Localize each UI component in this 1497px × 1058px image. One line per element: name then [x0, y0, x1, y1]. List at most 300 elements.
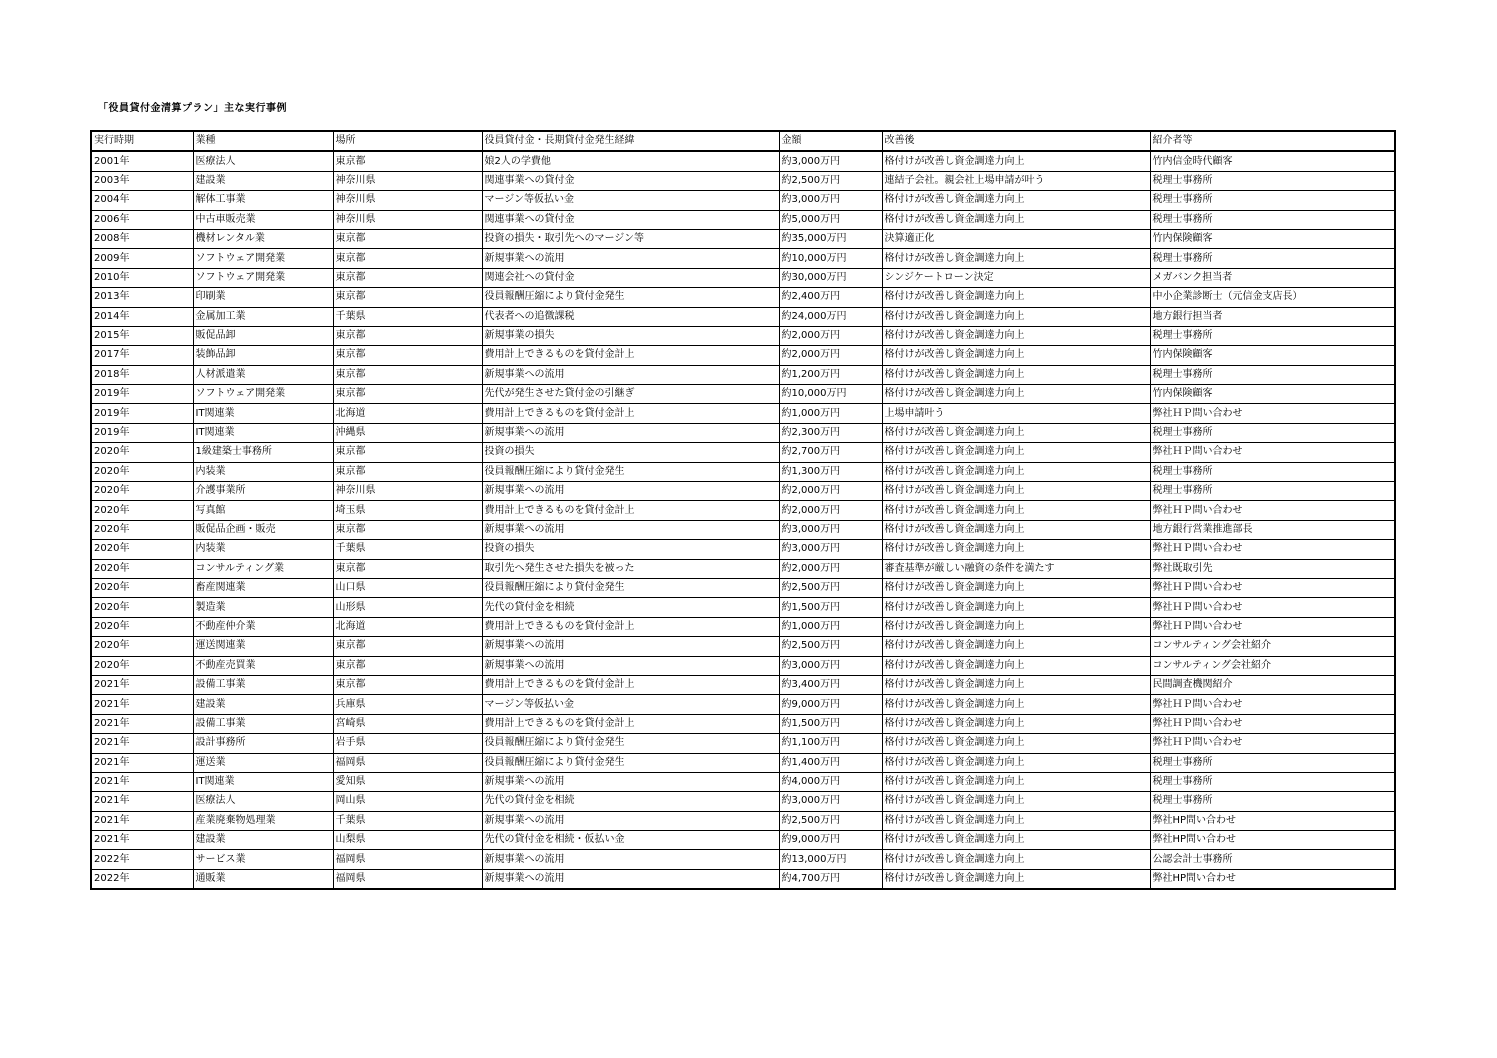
cell-location: 福岡県 — [333, 753, 482, 772]
cell-cause: 新規事業への流用 — [482, 365, 779, 384]
cell-industry: 解体工事業 — [193, 191, 333, 210]
cell-referrer: 弊社ＨＰ問い合わせ — [1150, 501, 1395, 520]
cell-location: 東京都 — [333, 346, 482, 365]
cell-period: 2020年 — [91, 578, 193, 597]
cell-result: 格付けが改善し資金調達力向上 — [882, 850, 1150, 869]
cell-cause: 費用計上できるものを貸付金計上 — [482, 404, 779, 423]
cell-result: 格付けが改善し資金調達力向上 — [882, 695, 1150, 714]
cell-result: 格付けが改善し資金調達力向上 — [882, 423, 1150, 442]
cell-industry: 製造業 — [193, 598, 333, 617]
cell-industry: 建設業 — [193, 695, 333, 714]
cell-cause: 新規事業への流用 — [482, 520, 779, 539]
cell-industry: 装飾品卸 — [193, 346, 333, 365]
table-row — [91, 540, 1395, 559]
cell-cause: 役員報酬圧縮により貸付金発生 — [482, 753, 779, 772]
header-period: 実行時期 — [91, 131, 193, 151]
cell-cause: 先代が発生させた貸付金の引継ぎ — [482, 385, 779, 404]
cell-amount: 約3,000万円 — [779, 191, 882, 210]
table-row — [91, 578, 1395, 597]
cell-location: 東京都 — [333, 675, 482, 694]
cell-period: 2003年 — [91, 171, 193, 190]
cell-result: 連結子会社。親会社上場申請が叶う — [882, 171, 1150, 190]
cell-location: 山口県 — [333, 578, 482, 597]
cell-cause: 投資の損失・取引先へのマージン等 — [482, 229, 779, 248]
cell-industry: 写真館 — [193, 501, 333, 520]
cell-result: 格付けが改善し資金調達力向上 — [882, 811, 1150, 830]
cell-period: 2017年 — [91, 346, 193, 365]
cell-cause: 娘2人の学費他 — [482, 151, 779, 171]
cell-result: 格付けが改善し資金調達力向上 — [882, 578, 1150, 597]
table-row — [91, 772, 1395, 791]
cell-cause: 費用計上できるものを貸付金計上 — [482, 346, 779, 365]
cell-result: 格付けが改善し資金調達力向上 — [882, 598, 1150, 617]
cell-referrer: 税理士事務所 — [1150, 365, 1395, 384]
cell-referrer: 弊社既取引先 — [1150, 559, 1395, 578]
table-row — [91, 734, 1395, 753]
cell-cause: 新規事業への流用 — [482, 811, 779, 830]
cell-cause: 投資の損失 — [482, 443, 779, 462]
cell-location: 兵庫県 — [333, 695, 482, 714]
cell-industry: 不動産仲介業 — [193, 617, 333, 636]
cell-cause: 先代の貸付金を相続 — [482, 792, 779, 811]
cell-period: 2020年 — [91, 443, 193, 462]
table-row — [91, 462, 1395, 481]
cell-result: 格付けが改善し資金調達力向上 — [882, 307, 1150, 326]
cell-cause: 新規事業への流用 — [482, 637, 779, 656]
cell-amount: 約2,300万円 — [779, 423, 882, 442]
table-row — [91, 637, 1395, 656]
cell-location: 東京都 — [333, 520, 482, 539]
cell-result: 格付けが改善し資金調達力向上 — [882, 288, 1150, 307]
cell-industry: 医療法人 — [193, 151, 333, 171]
cell-industry: 通販業 — [193, 869, 333, 889]
table-row — [91, 850, 1395, 869]
cell-cause: 新規事業の損失 — [482, 326, 779, 345]
cell-result: 格付けが改善し資金調達力向上 — [882, 637, 1150, 656]
cell-result: 格付けが改善し資金調達力向上 — [882, 869, 1150, 889]
cell-amount: 約1,000万円 — [779, 617, 882, 636]
cell-amount: 約1,000万円 — [779, 404, 882, 423]
cell-cause: 費用計上できるものを貸付金計上 — [482, 617, 779, 636]
cell-amount: 約30,000万円 — [779, 268, 882, 287]
cell-referrer: 弊社ＨＰ問い合わせ — [1150, 404, 1395, 423]
cell-industry: 運送関連業 — [193, 637, 333, 656]
cell-industry: 人材派遣業 — [193, 365, 333, 384]
cell-referrer: 税理士事務所 — [1150, 249, 1395, 268]
cell-cause: 新規事業への流用 — [482, 249, 779, 268]
cell-result: 上場申請叶う — [882, 404, 1150, 423]
cell-period: 2021年 — [91, 772, 193, 791]
cell-amount: 約1,400万円 — [779, 753, 882, 772]
cell-cause: 関連事業への貸付金 — [482, 210, 779, 229]
cell-location: 東京都 — [333, 249, 482, 268]
cell-amount: 約2,500万円 — [779, 637, 882, 656]
cell-period: 2009年 — [91, 249, 193, 268]
cell-industry: 設備工事業 — [193, 714, 333, 733]
cell-industry: 内装業 — [193, 462, 333, 481]
cell-industry: IT関連業 — [193, 423, 333, 442]
cell-period: 2001年 — [91, 151, 193, 171]
cell-period: 2021年 — [91, 695, 193, 714]
cell-period: 2004年 — [91, 191, 193, 210]
cell-amount: 約10,000万円 — [779, 385, 882, 404]
cell-cause: 先代の貸付金を相続・仮払い金 — [482, 831, 779, 850]
cell-referrer: コンサルティング会社紹介 — [1150, 656, 1395, 675]
cell-period: 2014年 — [91, 307, 193, 326]
header-industry: 業種 — [193, 131, 333, 151]
cell-amount: 約1,500万円 — [779, 598, 882, 617]
cell-period: 2020年 — [91, 482, 193, 501]
cell-cause: 新規事業への流用 — [482, 772, 779, 791]
cell-location: 東京都 — [333, 326, 482, 345]
cell-amount: 約2,500万円 — [779, 171, 882, 190]
cell-industry: IT関連業 — [193, 772, 333, 791]
cell-cause: 取引先へ発生させた損失を被った — [482, 559, 779, 578]
cell-period: 2021年 — [91, 792, 193, 811]
cell-industry: 介護事業所 — [193, 482, 333, 501]
table-header — [91, 131, 1395, 151]
cell-amount: 約1,500万円 — [779, 714, 882, 733]
cell-result: 格付けが改善し資金調達力向上 — [882, 482, 1150, 501]
cell-location: 東京都 — [333, 151, 482, 171]
cell-result: 格付けが改善し資金調達力向上 — [882, 346, 1150, 365]
cell-cause: 代表者への追徴課税 — [482, 307, 779, 326]
table-row — [91, 443, 1395, 462]
header-row — [91, 131, 1395, 151]
cell-amount: 約3,400万円 — [779, 675, 882, 694]
cell-period: 2020年 — [91, 656, 193, 675]
cell-location: 東京都 — [333, 288, 482, 307]
table-row — [91, 191, 1395, 210]
cell-result: 格付けが改善し資金調達力向上 — [882, 792, 1150, 811]
table-row — [91, 792, 1395, 811]
cell-referrer: 税理士事務所 — [1150, 482, 1395, 501]
cell-period: 2020年 — [91, 501, 193, 520]
cell-cause: 新規事業への流用 — [482, 482, 779, 501]
cell-referrer: 税理士事務所 — [1150, 462, 1395, 481]
cell-cause: 費用計上できるものを貸付金計上 — [482, 714, 779, 733]
cell-location: 東京都 — [333, 559, 482, 578]
cell-industry: 不動産売買業 — [193, 656, 333, 675]
cell-period: 2021年 — [91, 831, 193, 850]
cell-period: 2020年 — [91, 617, 193, 636]
document-title: 「役員貸付金清算プラン」主な実行事例 — [98, 103, 287, 114]
cell-location: 東京都 — [333, 462, 482, 481]
header-result: 改善後 — [882, 131, 1150, 151]
cell-result: 格付けが改善し資金調達力向上 — [882, 191, 1150, 210]
cell-industry: 販促品企画・販売 — [193, 520, 333, 539]
table-row — [91, 695, 1395, 714]
cell-location: 千葉県 — [333, 811, 482, 830]
cell-referrer: 弊社ＨＰ問い合わせ — [1150, 598, 1395, 617]
table-row — [91, 656, 1395, 675]
table-row — [91, 598, 1395, 617]
cell-referrer: 弊社HP問い合わせ — [1150, 869, 1395, 889]
cell-industry: 印刷業 — [193, 288, 333, 307]
cell-result: 格付けが改善し資金調達力向上 — [882, 365, 1150, 384]
cell-referrer: 竹内信金時代顧客 — [1150, 151, 1395, 171]
cell-result: 格付けが改善し資金調達力向上 — [882, 249, 1150, 268]
cell-amount: 約3,000万円 — [779, 540, 882, 559]
cell-result: 格付けが改善し資金調達力向上 — [882, 326, 1150, 345]
cell-industry: 機材レンタル業 — [193, 229, 333, 248]
cell-location: 沖縄県 — [333, 423, 482, 442]
table-row — [91, 404, 1395, 423]
cell-result: 格付けが改善し資金調達力向上 — [882, 831, 1150, 850]
cell-amount: 約2,500万円 — [779, 578, 882, 597]
cell-location: 神奈川県 — [333, 171, 482, 190]
cell-location: 千葉県 — [333, 307, 482, 326]
header-location: 場所 — [333, 131, 482, 151]
table-row — [91, 229, 1395, 248]
cell-amount: 約3,000万円 — [779, 656, 882, 675]
cell-industry: 設備工事業 — [193, 675, 333, 694]
cell-amount: 約4,700万円 — [779, 869, 882, 889]
cell-period: 2010年 — [91, 268, 193, 287]
cell-cause: 関連事業への貸付金 — [482, 171, 779, 190]
cell-cause: 費用計上できるものを貸付金計上 — [482, 675, 779, 694]
cell-industry: コンサルティング業 — [193, 559, 333, 578]
cell-industry: 畜産関連業 — [193, 578, 333, 597]
cell-cause: 費用計上できるものを貸付金計上 — [482, 501, 779, 520]
cell-amount: 約5,000万円 — [779, 210, 882, 229]
cell-cause: 役員報酬圧縮により貸付金発生 — [482, 288, 779, 307]
table-row — [91, 249, 1395, 268]
table-row — [91, 675, 1395, 694]
cell-period: 2021年 — [91, 734, 193, 753]
cell-amount: 約9,000万円 — [779, 695, 882, 714]
cell-period: 2022年 — [91, 850, 193, 869]
cell-amount: 約2,000万円 — [779, 482, 882, 501]
table-row — [91, 811, 1395, 830]
cell-referrer: 弊社ＨＰ問い合わせ — [1150, 617, 1395, 636]
cell-referrer: 税理士事務所 — [1150, 772, 1395, 791]
cell-period: 2020年 — [91, 520, 193, 539]
cell-result: 格付けが改善し資金調達力向上 — [882, 734, 1150, 753]
header-amount: 金額 — [779, 131, 882, 151]
cell-amount: 約3,000万円 — [779, 151, 882, 171]
cell-referrer: 弊社ＨＰ問い合わせ — [1150, 578, 1395, 597]
cell-period: 2019年 — [91, 404, 193, 423]
cell-location: 東京都 — [333, 229, 482, 248]
cell-location: 福岡県 — [333, 869, 482, 889]
header-referrer: 紹介者等 — [1150, 131, 1395, 151]
cell-result: 格付けが改善し資金調達力向上 — [882, 520, 1150, 539]
cell-period: 2019年 — [91, 385, 193, 404]
table-row — [91, 346, 1395, 365]
cell-result: 格付けが改善し資金調達力向上 — [882, 617, 1150, 636]
cell-result: 格付けが改善し資金調達力向上 — [882, 656, 1150, 675]
cell-result: 格付けが改善し資金調達力向上 — [882, 210, 1150, 229]
cell-amount: 約3,000万円 — [779, 792, 882, 811]
cell-referrer: 税理士事務所 — [1150, 792, 1395, 811]
cell-industry: 販促品卸 — [193, 326, 333, 345]
cell-cause: 役員報酬圧縮により貸付金発生 — [482, 734, 779, 753]
cell-industry: 建設業 — [193, 171, 333, 190]
table-row — [91, 288, 1395, 307]
cell-referrer: 税理士事務所 — [1150, 423, 1395, 442]
cell-cause: 役員報酬圧縮により貸付金発生 — [482, 578, 779, 597]
cell-referrer: 弊社HP問い合わせ — [1150, 831, 1395, 850]
cell-location: 宮崎県 — [333, 714, 482, 733]
table-row — [91, 365, 1395, 384]
cell-period: 2020年 — [91, 462, 193, 481]
cell-industry: 建設業 — [193, 831, 333, 850]
cell-location: 千葉県 — [333, 540, 482, 559]
table-row — [91, 385, 1395, 404]
cell-period: 2020年 — [91, 637, 193, 656]
cell-amount: 約1,300万円 — [779, 462, 882, 481]
cell-period: 2021年 — [91, 714, 193, 733]
cell-industry: 設計事務所 — [193, 734, 333, 753]
header-cause: 役員貸付金・長期貸付金発生経緯 — [482, 131, 779, 151]
cell-cause: 関連会社への貸付金 — [482, 268, 779, 287]
cell-amount: 約2,000万円 — [779, 501, 882, 520]
cell-result: 格付けが改善し資金調達力向上 — [882, 714, 1150, 733]
cell-cause: 先代の貸付金を相続 — [482, 598, 779, 617]
cell-period: 2013年 — [91, 288, 193, 307]
table-row — [91, 268, 1395, 287]
cell-cause: 投資の損失 — [482, 540, 779, 559]
cell-industry: ソフトウェア開発業 — [193, 385, 333, 404]
cell-industry: 中古車販売業 — [193, 210, 333, 229]
table-row — [91, 501, 1395, 520]
cell-result: 格付けが改善し資金調達力向上 — [882, 772, 1150, 791]
cell-amount: 約2,700万円 — [779, 443, 882, 462]
cell-amount: 約1,200万円 — [779, 365, 882, 384]
table-body — [91, 151, 1395, 889]
cell-location: 神奈川県 — [333, 191, 482, 210]
cell-result: 格付けが改善し資金調達力向上 — [882, 540, 1150, 559]
table-row — [91, 151, 1395, 171]
cell-referrer: 税理士事務所 — [1150, 326, 1395, 345]
cell-referrer: 竹内保険顧客 — [1150, 346, 1395, 365]
table-row — [91, 423, 1395, 442]
cell-result: 格付けが改善し資金調達力向上 — [882, 675, 1150, 694]
cell-location: 北海道 — [333, 404, 482, 423]
table-row — [91, 617, 1395, 636]
table-row — [91, 559, 1395, 578]
cell-industry: サービス業 — [193, 850, 333, 869]
cell-referrer: 地方銀行営業推進部長 — [1150, 520, 1395, 539]
cell-referrer: 中小企業診断士（元信金支店長） — [1150, 288, 1395, 307]
cell-period: 2020年 — [91, 559, 193, 578]
table-row — [91, 869, 1395, 889]
cell-cause: マージン等仮払い金 — [482, 191, 779, 210]
cell-period: 2008年 — [91, 229, 193, 248]
table-row — [91, 482, 1395, 501]
cell-result: 格付けが改善し資金調達力向上 — [882, 151, 1150, 171]
cell-referrer: コンサルティング会社紹介 — [1150, 637, 1395, 656]
cell-referrer: 弊社ＨＰ問い合わせ — [1150, 695, 1395, 714]
cell-location: 埼玉県 — [333, 501, 482, 520]
cell-referrer: 弊社ＨＰ問い合わせ — [1150, 540, 1395, 559]
cell-referrer: 弊社ＨＰ問い合わせ — [1150, 443, 1395, 462]
cell-location: 神奈川県 — [333, 482, 482, 501]
cell-industry: 金属加工業 — [193, 307, 333, 326]
cell-amount: 約4,000万円 — [779, 772, 882, 791]
cell-result: 決算適正化 — [882, 229, 1150, 248]
cell-cause: 新規事業への流用 — [482, 850, 779, 869]
cell-location: 東京都 — [333, 443, 482, 462]
table-row — [91, 714, 1395, 733]
table-row — [91, 307, 1395, 326]
cell-location: 東京都 — [333, 268, 482, 287]
cell-referrer: 竹内保険顧客 — [1150, 385, 1395, 404]
table-row — [91, 520, 1395, 539]
cell-industry: ソフトウェア開発業 — [193, 249, 333, 268]
cell-industry: 医療法人 — [193, 792, 333, 811]
cell-industry: 運送業 — [193, 753, 333, 772]
cell-location: 東京都 — [333, 365, 482, 384]
cell-period: 2021年 — [91, 811, 193, 830]
cell-referrer: 弊社HP問い合わせ — [1150, 811, 1395, 830]
cell-period: 2006年 — [91, 210, 193, 229]
cell-referrer: 地方銀行担当者 — [1150, 307, 1395, 326]
cell-amount: 約2,000万円 — [779, 346, 882, 365]
cell-period: 2015年 — [91, 326, 193, 345]
cell-location: 山梨県 — [333, 831, 482, 850]
cell-amount: 約24,000万円 — [779, 307, 882, 326]
cell-period: 2020年 — [91, 540, 193, 559]
cell-referrer: 竹内保険顧客 — [1150, 229, 1395, 248]
cell-result: 格付けが改善し資金調達力向上 — [882, 443, 1150, 462]
cell-amount: 約9,000万円 — [779, 831, 882, 850]
cell-amount: 約13,000万円 — [779, 850, 882, 869]
cell-result: 格付けが改善し資金調達力向上 — [882, 753, 1150, 772]
cell-location: 東京都 — [333, 385, 482, 404]
cell-referrer: メガバンク担当者 — [1150, 268, 1395, 287]
cell-amount: 約3,000万円 — [779, 520, 882, 539]
cell-cause: 新規事業への流用 — [482, 656, 779, 675]
cell-referrer: 税理士事務所 — [1150, 753, 1395, 772]
cell-referrer: 弊社ＨＰ問い合わせ — [1150, 714, 1395, 733]
cell-amount: 約2,400万円 — [779, 288, 882, 307]
table-row — [91, 831, 1395, 850]
cell-referrer: 税理士事務所 — [1150, 191, 1395, 210]
cell-referrer: 民間調査機関紹介 — [1150, 675, 1395, 694]
cell-location: 愛知県 — [333, 772, 482, 791]
cell-industry: 1級建築士事務所 — [193, 443, 333, 462]
cell-location: 北海道 — [333, 617, 482, 636]
table-row — [91, 171, 1395, 190]
cell-referrer: 弊社ＨＰ問い合わせ — [1150, 734, 1395, 753]
cell-referrer: 税理士事務所 — [1150, 210, 1395, 229]
cell-referrer: 公認会計士事務所 — [1150, 850, 1395, 869]
cell-industry: ソフトウェア開発業 — [193, 268, 333, 287]
cell-amount: 約2,000万円 — [779, 559, 882, 578]
cell-result: 格付けが改善し資金調達力向上 — [882, 385, 1150, 404]
cell-result: 格付けが改善し資金調達力向上 — [882, 462, 1150, 481]
cell-location: 福岡県 — [333, 850, 482, 869]
cell-location: 東京都 — [333, 637, 482, 656]
table-row — [91, 753, 1395, 772]
cell-period: 2022年 — [91, 869, 193, 889]
cell-result: 審査基準が厳しい融資の条件を満たす — [882, 559, 1150, 578]
cell-location: 神奈川県 — [333, 210, 482, 229]
cell-period: 2019年 — [91, 423, 193, 442]
cell-period: 2021年 — [91, 753, 193, 772]
cell-period: 2018年 — [91, 365, 193, 384]
cell-cause: 役員報酬圧縮により貸付金発生 — [482, 462, 779, 481]
cell-cause: 新規事業への流用 — [482, 423, 779, 442]
cell-amount: 約10,000万円 — [779, 249, 882, 268]
cell-result: シンジケートローン決定 — [882, 268, 1150, 287]
cell-cause: マージン等仮払い金 — [482, 695, 779, 714]
cell-industry: 産業廃棄物処理業 — [193, 811, 333, 830]
case-table — [90, 130, 1396, 890]
cell-industry: IT関連業 — [193, 404, 333, 423]
